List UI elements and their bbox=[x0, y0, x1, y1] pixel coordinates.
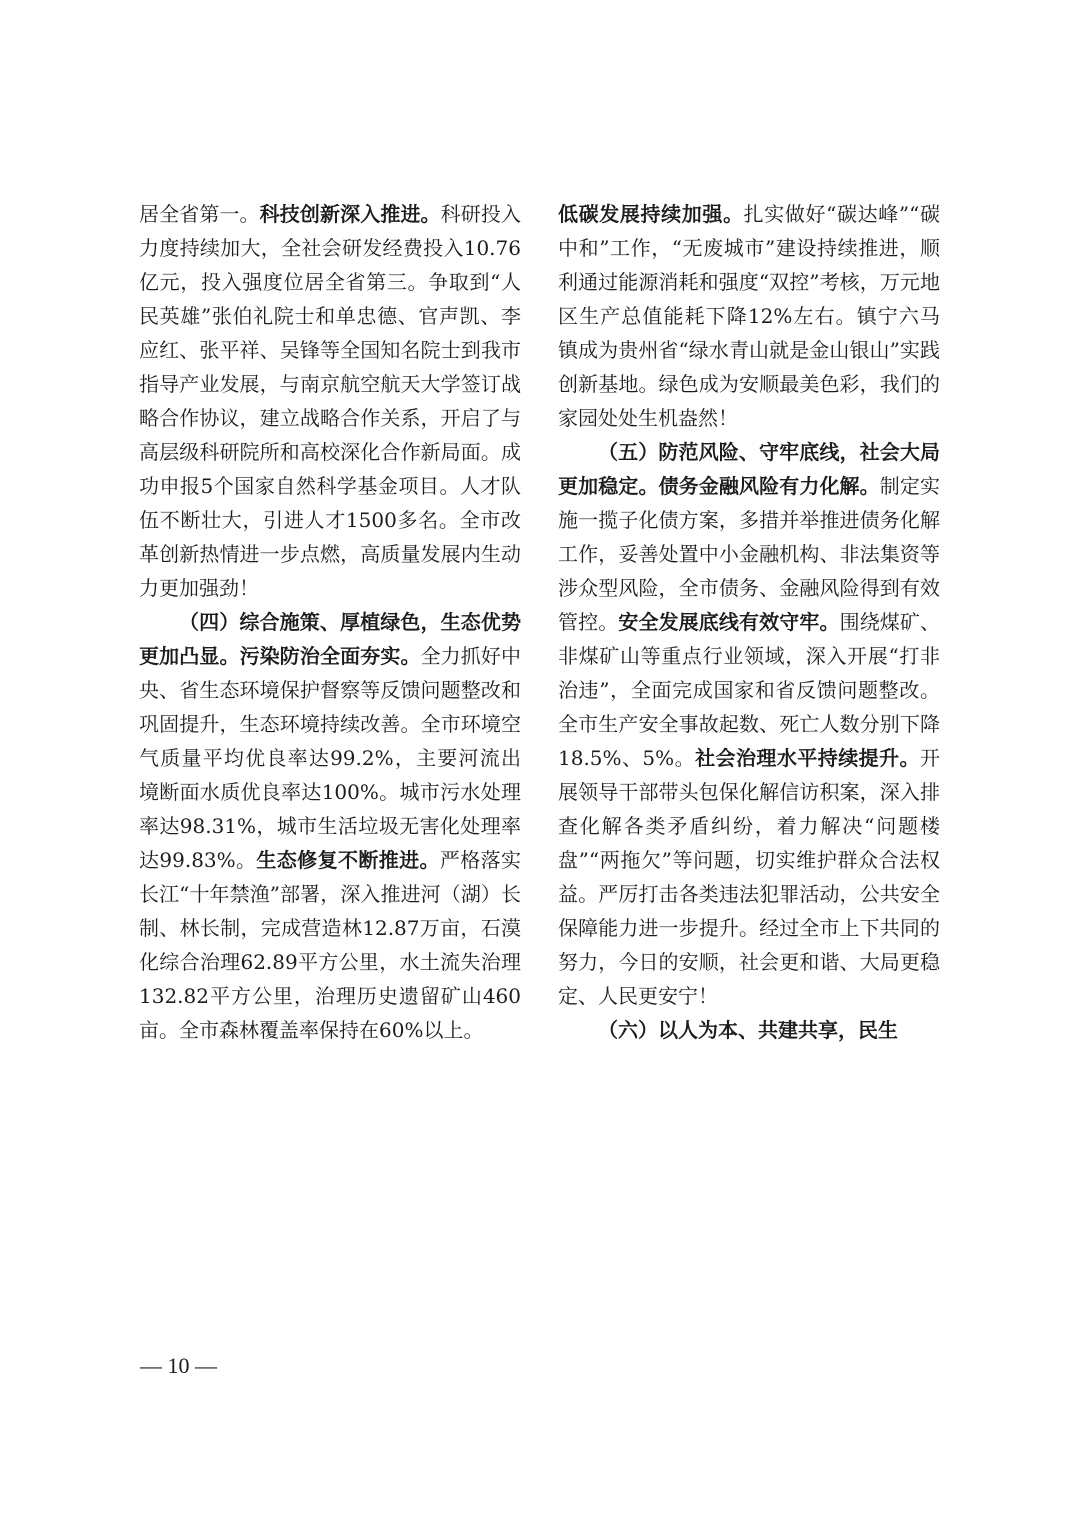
right-column bbox=[558, 197, 940, 1047]
bold-heading-text: 污染防治全面夯实。 bbox=[239, 644, 421, 668]
body-text: 制定实施一揽子化债方案，多措并举推进债务化解工作，妥善处置中小金融机构、非法集资等涉众型风险，全市债务、金融风险得到有效管控。 bbox=[558, 474, 941, 634]
bold-heading-text: （四）综合施策、厚植绿色，生态优势更加凸显。 bbox=[139, 610, 521, 668]
bold-heading-text: 社会治理水平持续提升。 bbox=[695, 746, 921, 770]
bold-heading-text: （六）以人为本、共建共享，民生 bbox=[598, 1018, 898, 1042]
body-text: 科研投入力度持续加大，全社会研发经费投入10.76亿元，投入强度位居全省第三。争取到“人民英雄”张伯礼院士和单忠德、官声凯、李应红、张平祥、吴锋等全国知名院士到我市指导产业发展，与南京航空航天大学签订战略合作协议，建立战略合作关系，开启了与高层级科研院所和高校深化合作新局面。成功申报5个国家自然科学基金项目。人才队伍不断壮大，引进人才1500多名。全市改革创新热情进一步点燃，高质量发展内生动力更加强劲！ bbox=[139, 202, 522, 600]
bold-heading-text: 低碳发展持续加强。 bbox=[558, 202, 744, 226]
paragraph bbox=[139, 605, 521, 1047]
body-text: 开展领导干部带头包保化解信访积案，深入排查化解各类矛盾纠纷，着力解决“问题楼盘”“两拖欠”等问题，切实维护群众合法权益。严厉打击各类违法犯罪活动，公共安全保障能力进一步提升。经过全市上下共同的努力，今日的安顺，社会更和谐、大局更稳定、人民更安宁！ bbox=[558, 746, 941, 1008]
paragraph bbox=[558, 1013, 940, 1047]
bold-heading-text: （五）防范风险、守牢底线，社会大局更加稳定。 bbox=[558, 440, 940, 498]
bold-heading-text: 生态修复不断推进。 bbox=[256, 848, 440, 872]
paragraph bbox=[558, 435, 940, 1013]
page-number: — 10 — bbox=[140, 1353, 217, 1378]
bold-heading-text: 科技创新深入推进。 bbox=[259, 202, 441, 226]
left-column bbox=[139, 197, 521, 1047]
bold-heading-text: 债务金融风险有力化解。 bbox=[658, 474, 880, 498]
paragraph bbox=[558, 197, 940, 435]
body-text: 严格落实长江“十年禁渔”部署，深入推进河（湖）长制、林长制，完成营造林12.87万亩，石漠化综合治理62.89平方公里，水土流失治理132.82平方公里，治理历史遗留矿山460亩。全市森林覆盖率保持在60%以上。 bbox=[139, 848, 522, 1042]
body-text: 居全省第一。 bbox=[139, 202, 260, 226]
bold-heading-text: 安全发展底线有效守牢。 bbox=[618, 610, 840, 634]
paragraph bbox=[139, 197, 521, 605]
body-text: 全力抓好中央、省生态环境保护督察等反馈问题整改和巩固提升，生态环境持续改善。全市环境空气质量平均优良率达99.2%，主要河流出境断面水质优良率达100%。城市污水处理率达98.31%，城市生活垃圾无害化处理率达99.83%。 bbox=[139, 644, 522, 872]
body-text: 扎实做好“碳达峰”“碳中和”工作，“无废城市”建设持续推进，顺利通过能源消耗和强度“双控”考核，万元地区生产总值能耗下降12%左右。镇宁六马镇成为贵州省“绿水青山就是金山银山”实践创新基地。绿色成为安顺最美色彩，我们的家园处处生机盎然！ bbox=[558, 202, 940, 430]
body-text: 围绕煤矿、非煤矿山等重点行业领域，深入开展“打非治违”，全面完成国家和省反馈问题整改。全市生产安全事故起数、死亡人数分别下降18.5%、5%。 bbox=[558, 610, 941, 770]
